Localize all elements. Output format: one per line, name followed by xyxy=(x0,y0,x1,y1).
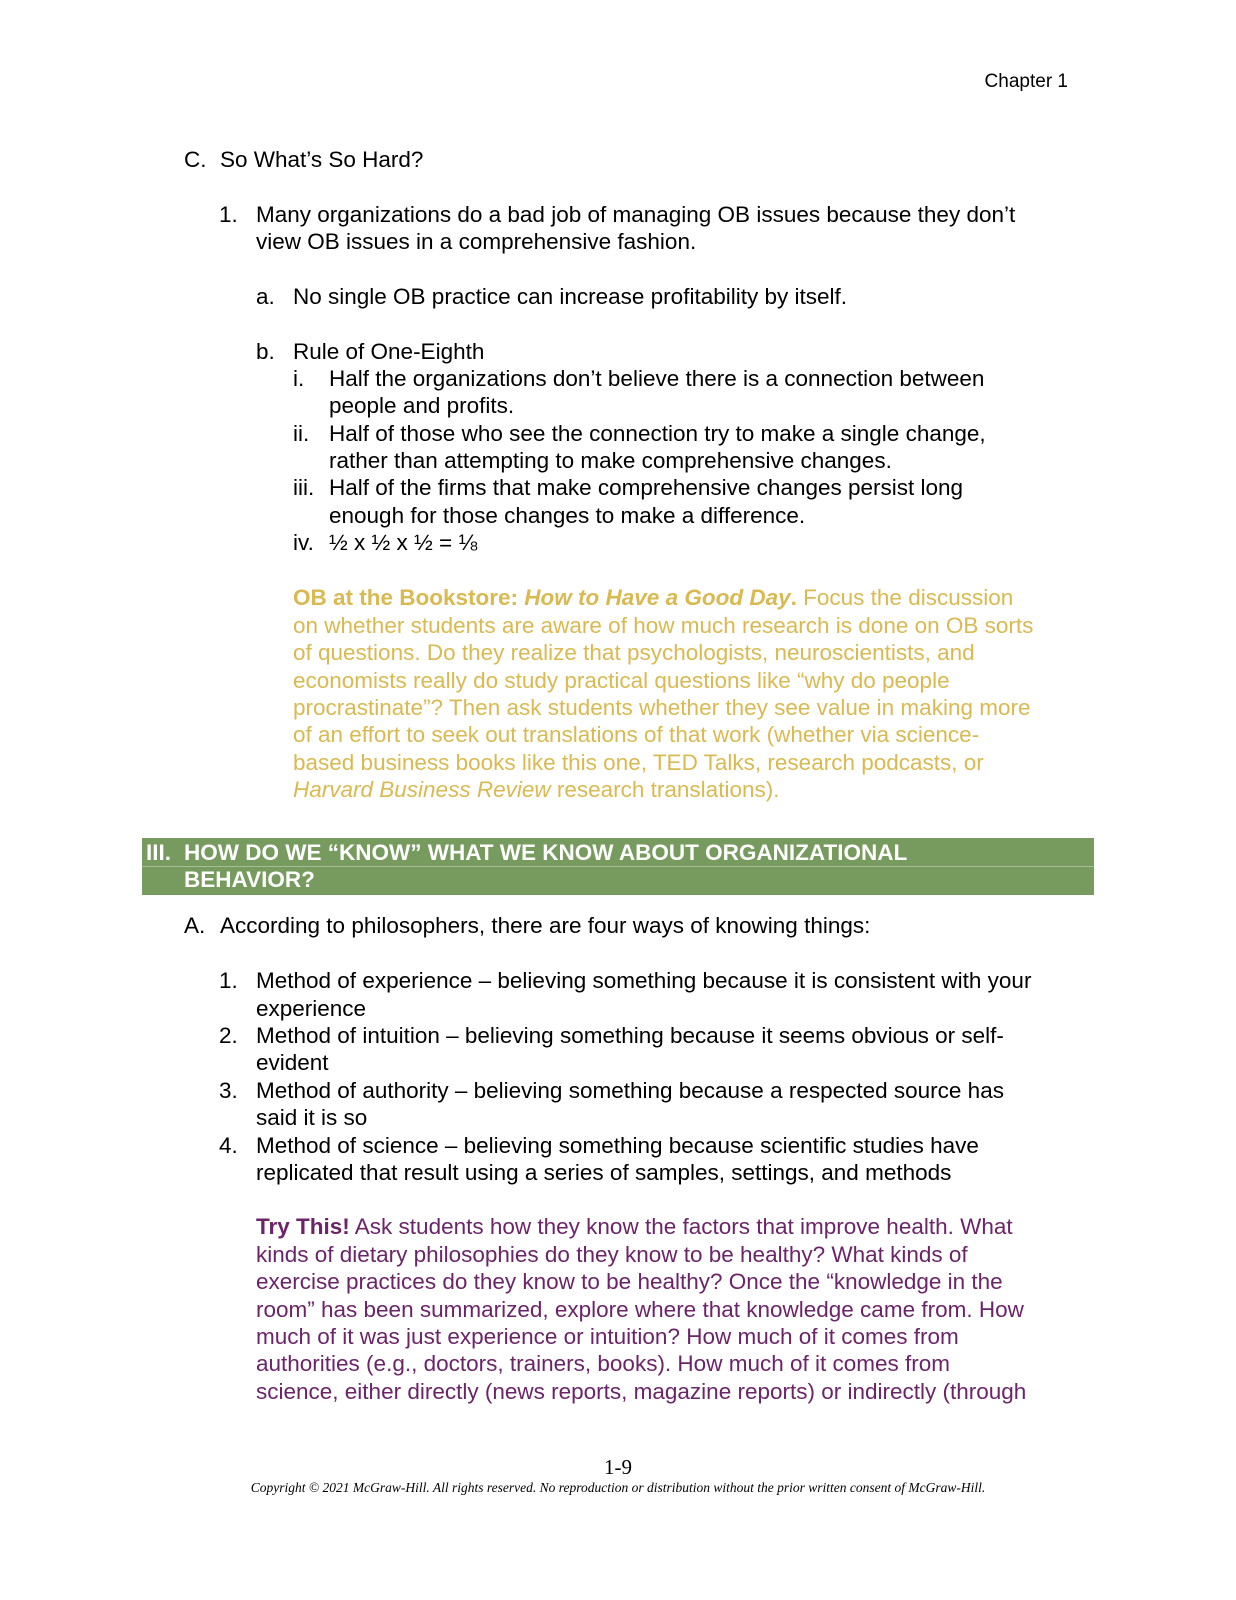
section-c-title: So What’s So Hard? xyxy=(220,147,424,172)
method-3-line-2: said it is so xyxy=(256,1105,368,1130)
bookstore-book-title: How to Have a Good Day xyxy=(524,585,791,610)
subitem-i-line-2: people and profits. xyxy=(329,393,515,418)
bookstore-label: OB at the Bookstore: xyxy=(293,585,519,610)
method-1-line-1: Method of experience – believing something because it is consistent with your xyxy=(256,968,1032,993)
item-b-text: Rule of One-Eighth xyxy=(293,339,485,364)
subitem-iv-marker: iv. xyxy=(293,530,314,555)
subitem-iv-line-1: ½ x ½ x ½ = ⅛ xyxy=(329,530,478,555)
bookstore-line-1-rest: Focus the discussion xyxy=(803,585,1014,610)
page-number: 1-9 xyxy=(604,1455,632,1479)
section-iii-title-line-2: BEHAVIOR? xyxy=(184,867,315,892)
try-this-line-7: science, either directly (news reports, magazine reports) or indirectly (through xyxy=(256,1379,1027,1404)
item-a-text: No single OB practice can increase profitability by itself. xyxy=(293,284,847,309)
try-this-line-1 xyxy=(256,1213,1013,1241)
method-2-line-1: Method of intuition – believing something because it seems obvious or self- xyxy=(256,1023,1004,1048)
section-iii-heading-bar xyxy=(142,838,1094,895)
item-1-marker: 1. xyxy=(219,202,238,227)
bookstore-line-5: procrastinate”? Then ask students whether they see value in making more xyxy=(293,695,1031,720)
bookstore-line-2: on whether students are aware of how much research is done on OB sorts xyxy=(293,613,1034,638)
section-c-marker: C. xyxy=(184,147,207,172)
subitem-iii-line-1: Half of the firms that make comprehensive changes persist long xyxy=(329,475,964,500)
section-a-marker: A. xyxy=(184,913,206,938)
method-4-line-2: replicated that result using a series of samples, settings, and methods xyxy=(256,1160,952,1185)
method-4-line-1: Method of science – believing something because scientific studies have xyxy=(256,1133,979,1158)
subitem-iii-marker: iii. xyxy=(293,475,315,500)
method-4-marker: 4. xyxy=(219,1133,238,1158)
try-this-line-3: exercise practices do they know to be healthy? Once the “knowledge in the xyxy=(256,1269,1003,1294)
item-a-marker: a. xyxy=(256,284,275,309)
try-this-line-4: room” has been summarized, explore where that knowledge came from. How xyxy=(256,1297,1024,1322)
subitem-i-marker: i. xyxy=(293,366,305,391)
item-b-marker: b. xyxy=(256,339,275,364)
bookstore-line-4: economists really do study practical questions like “why do people xyxy=(293,668,950,693)
chapter-header: Chapter 1 xyxy=(984,71,1068,92)
try-this-line-6: authorities (e.g., doctors, trainers, books). How much of it comes from xyxy=(256,1351,951,1376)
method-1-marker: 1. xyxy=(219,968,238,993)
method-2-marker: 2. xyxy=(219,1023,238,1048)
bookstore-line-8-rest: research translations). xyxy=(556,777,780,802)
bookstore-line-7: based business books like this one, TED Talks, research podcasts, or xyxy=(293,750,984,775)
subitem-ii-marker: ii. xyxy=(293,421,310,446)
method-3-marker: 3. xyxy=(219,1078,238,1103)
try-this-label: Try This! xyxy=(256,1214,350,1239)
try-this-line-5: much of it was just experience or intuition? How much of it comes from xyxy=(256,1324,959,1349)
section-iii-marker: III. xyxy=(146,840,172,865)
section-a-text: According to philosophers, there are four ways of knowing things: xyxy=(220,913,871,938)
subitem-i-line-1: Half the organizations don’t believe there is a connection between xyxy=(329,366,985,391)
copyright-notice: Copyright © 2021 McGraw-Hill. All rights reserved. No reproduction or distribution without the prior written consent of McGraw-Hill. xyxy=(250,1480,986,1495)
bookstore-line-3: of questions. Do they realize that psychologists, neuroscientists, and xyxy=(293,640,975,665)
method-3-line-1: Method of authority – believing something because a respected source has xyxy=(256,1078,1004,1103)
subitem-ii-line-2: rather than attempting to make comprehensive changes. xyxy=(329,448,892,473)
method-2-line-2: evident xyxy=(256,1050,329,1075)
bookstore-line-6: of an effort to seek out translations of that work (whether via science- xyxy=(293,722,980,747)
bookstore-hbr: Harvard Business Review xyxy=(293,777,551,802)
try-this-line-2: kinds of dietary philosophies do they know to be healthy? What kinds of xyxy=(256,1242,968,1267)
item-1-line-1: Many organizations do a bad job of managing OB issues because they don’t xyxy=(256,202,1016,227)
section-iii-title-line-1: HOW DO WE “KNOW” WHAT WE KNOW ABOUT ORGANIZATIONAL xyxy=(184,840,908,865)
bookstore-title-end: . xyxy=(790,585,797,610)
subitem-iii-line-2: enough for those changes to make a difference. xyxy=(329,503,806,528)
item-1-line-2: view OB issues in a comprehensive fashion. xyxy=(256,229,697,254)
bookstore-line-1 xyxy=(293,584,1013,612)
subitem-ii-line-1: Half of those who see the connection try to make a single change, xyxy=(329,421,986,446)
bookstore-line-8 xyxy=(293,776,779,804)
try-this-line-1-rest: Ask students how they know the factors that improve health. What xyxy=(354,1214,1013,1239)
method-1-line-2: experience xyxy=(256,996,367,1021)
